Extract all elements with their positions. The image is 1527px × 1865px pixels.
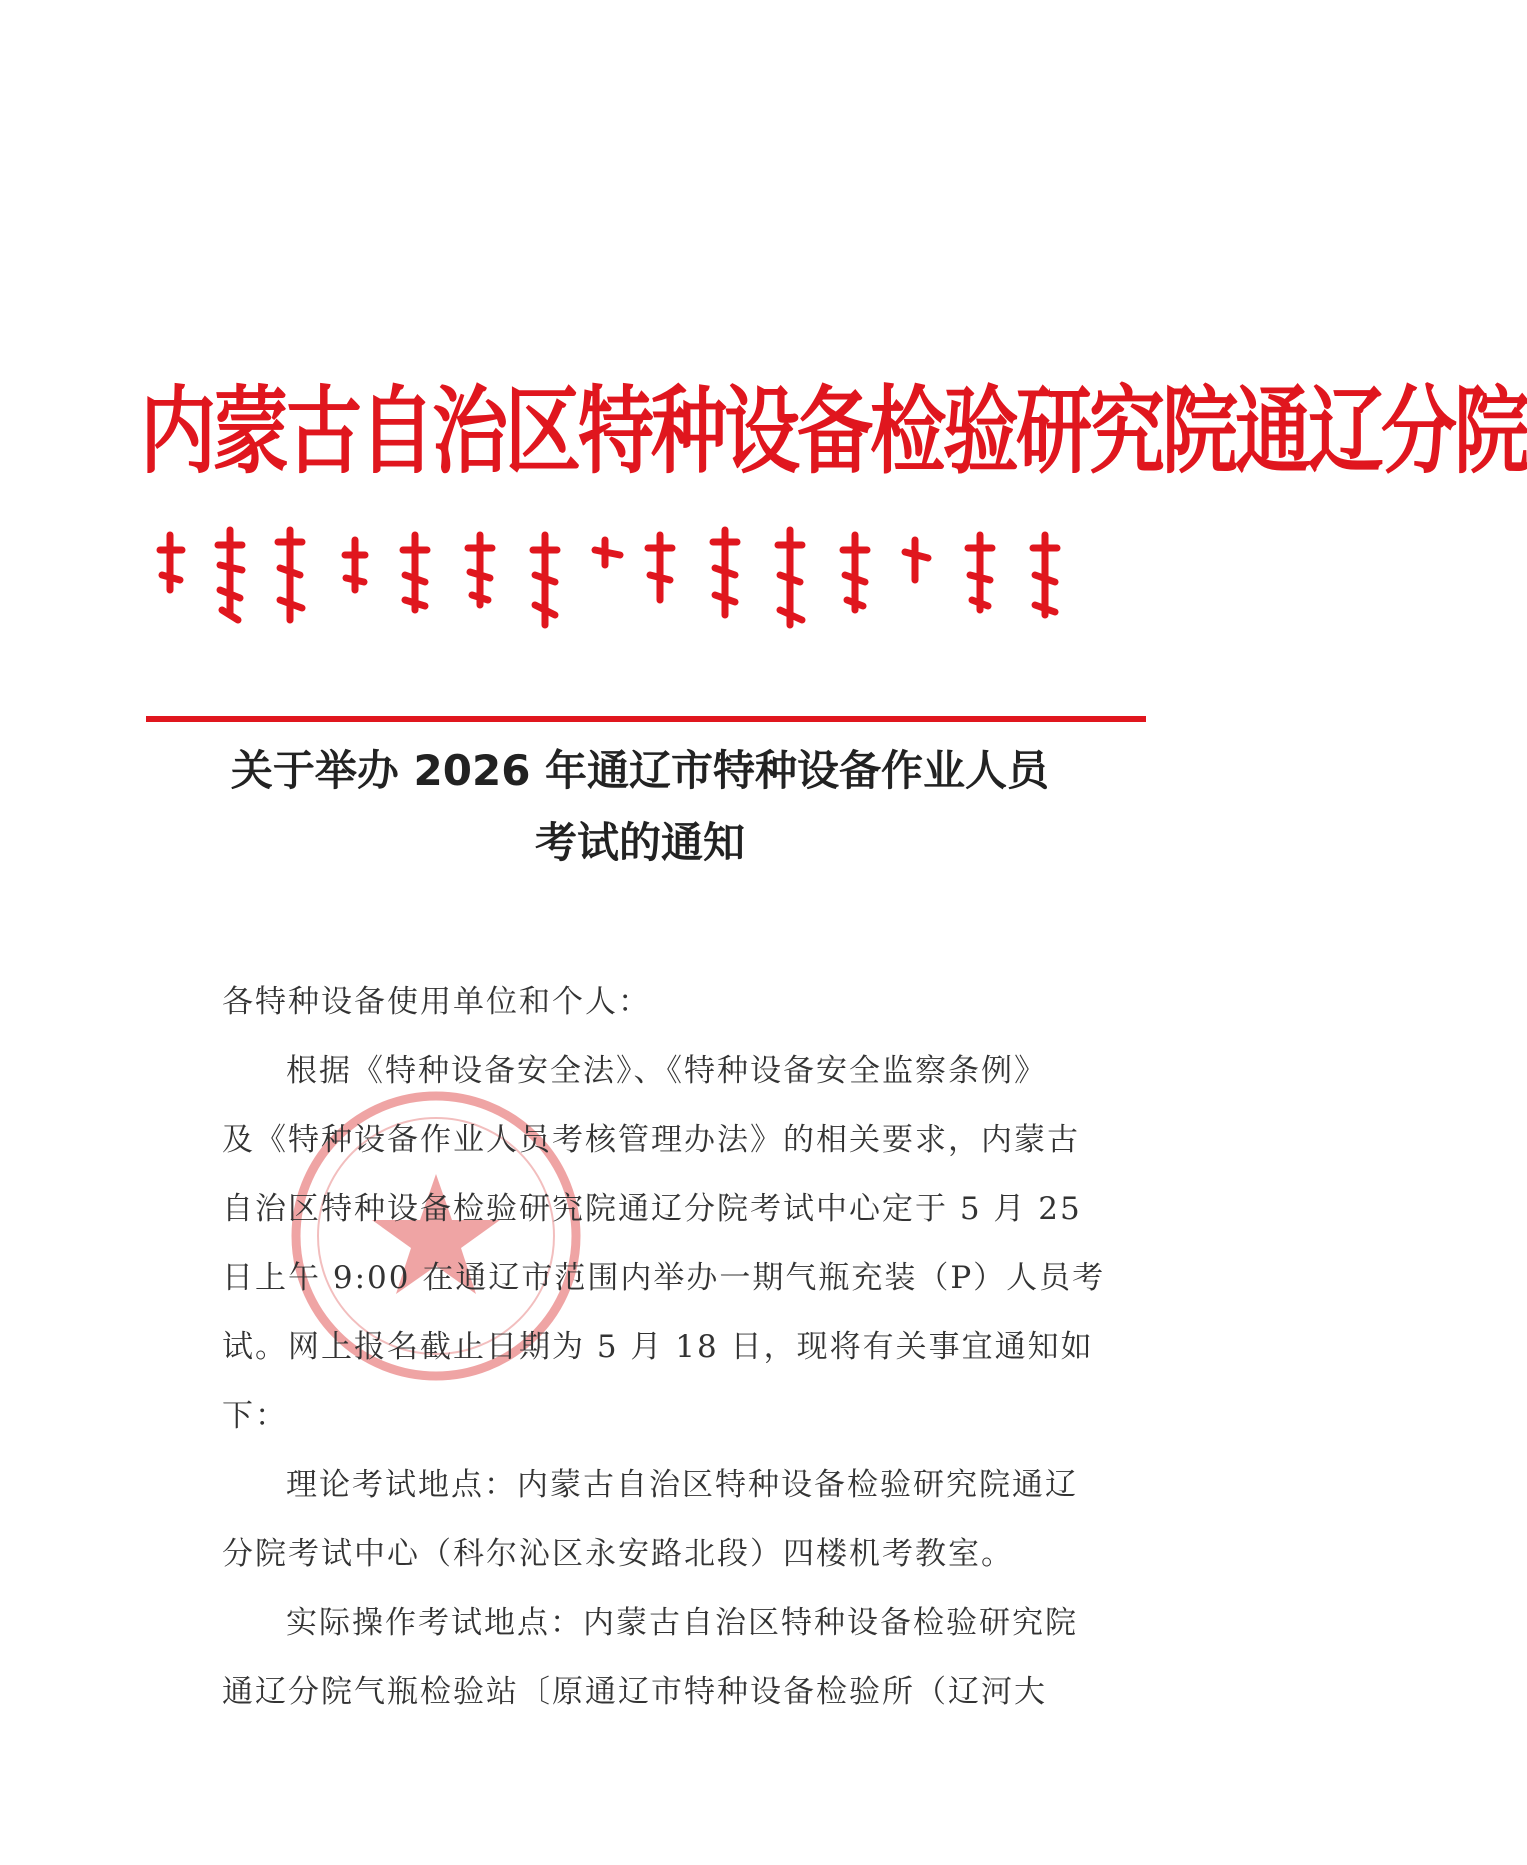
- paragraph-1: [222, 1037, 1106, 1451]
- notice-title-line-2: 考试的通知: [534, 818, 745, 867]
- paragraph-1-line: 根据《特种设备安全法》、《特种设备安全监察条例》: [286, 1053, 1047, 1089]
- letterhead-org-name: 内蒙古自治区特种设备检验研究院通辽分院: [140, 375, 1527, 487]
- paragraph-1-line: 及《特种设备作业人员考核管理办法》的相关要求，内蒙古: [222, 1122, 1080, 1158]
- notice-title-line-1: 关于举办 2026 年通辽市特种设备作业人员: [230, 746, 1050, 795]
- paragraph-1-line: 自治区特种设备检验研究院通辽分院考试中心定于 5 月 25: [222, 1191, 1082, 1227]
- paragraph-1-line: 日上午 9:00 在通辽市范围内举办一期气瓶充装（P）人员考: [222, 1260, 1106, 1296]
- salutation-text: 各特种设备使用单位和个人：: [222, 984, 651, 1020]
- paragraph-3-line: 实际操作考试地点：内蒙古自治区特种设备检验研究院: [286, 1605, 1078, 1641]
- paragraph-1-line: 试。网上报名截止日期为 5 月 18 日，现将有关事宜通知如: [222, 1329, 1094, 1365]
- paragraph-3-line: 通辽分院气瓶检验站〔原通辽市特种设备检验所（辽河大: [222, 1674, 1047, 1710]
- mongolian-script-line: [150, 520, 1140, 640]
- paragraph-3: [222, 1589, 1102, 1727]
- paragraph-2: [222, 1451, 1102, 1589]
- salutation: [222, 968, 1102, 1037]
- paragraph-2-line: 分院考试中心（科尔沁区永安路北段）四楼机考教室。: [222, 1536, 1014, 1572]
- header-divider-rule: [146, 716, 1146, 722]
- paragraph-1-line: 下：: [222, 1398, 288, 1434]
- paragraph-2-line: 理论考试地点：内蒙古自治区特种设备检验研究院通辽: [286, 1467, 1078, 1503]
